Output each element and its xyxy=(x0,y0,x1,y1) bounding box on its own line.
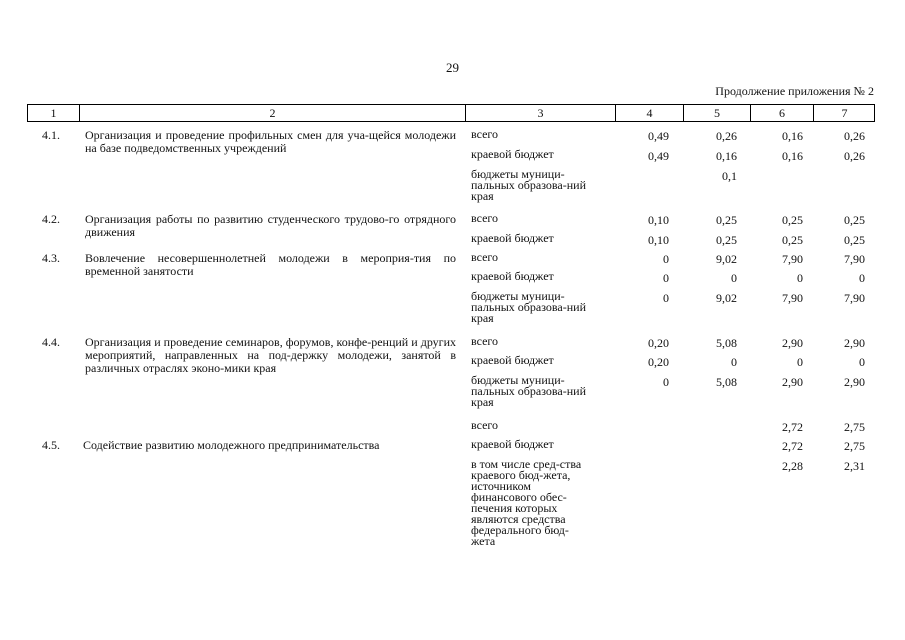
value-col5: 0,25 xyxy=(716,213,737,227)
value-col7: 0,25 xyxy=(844,233,865,247)
header-col-3: 3 xyxy=(537,106,544,120)
value-col5: 9,02 xyxy=(716,252,737,266)
table-header xyxy=(27,104,875,122)
value-col4: 0,10 xyxy=(648,233,669,247)
value-col7: 0,25 xyxy=(844,213,865,227)
value-col4: 0 xyxy=(663,252,669,266)
value-col6: 7,90 xyxy=(782,291,803,305)
value-col6: 0 xyxy=(797,271,803,285)
value-col6: 0,25 xyxy=(782,233,803,247)
page-number: 29 xyxy=(446,60,459,75)
source-label: бюджеты муници-пальных образова-ний края xyxy=(471,373,586,409)
source-label: всего xyxy=(471,250,499,264)
source-label: краевой бюджет xyxy=(471,353,554,367)
value-col7: 2,75 xyxy=(844,439,865,453)
value-col6: 0 xyxy=(797,355,803,369)
header-col-4: 4 xyxy=(646,106,653,120)
row-id: 4.5. xyxy=(42,438,60,452)
value-col7: 0 xyxy=(859,355,865,369)
value-col4: 0,49 xyxy=(648,129,669,143)
value-col6: 7,90 xyxy=(782,252,803,266)
source-label: бюджеты муници-пальных образова-ний края xyxy=(471,289,586,325)
value-col6: 0,25 xyxy=(782,213,803,227)
source-label: всего xyxy=(471,418,499,432)
value-col7: 7,90 xyxy=(844,252,865,266)
value-col4: 0,10 xyxy=(648,213,669,227)
value-col5: 0 xyxy=(731,355,737,369)
value-col6: 2,90 xyxy=(782,336,803,350)
value-col4: 0,20 xyxy=(648,336,669,350)
value-col6: 0,16 xyxy=(782,129,803,143)
value-col5: 0,25 xyxy=(716,233,737,247)
source-label: краевой бюджет xyxy=(471,147,554,161)
header-col-7: 7 xyxy=(841,106,848,120)
value-col5: 0 xyxy=(731,271,737,285)
value-col5: 5,08 xyxy=(716,336,737,350)
value-col7: 2,90 xyxy=(844,336,865,350)
value-col5: 0,26 xyxy=(716,129,737,143)
source-label: краевой бюджет xyxy=(471,269,554,283)
header-col-6: 6 xyxy=(779,106,785,120)
row-id: 4.1. xyxy=(42,128,60,142)
value-col6: 2,28 xyxy=(782,459,803,473)
row-description: Организация и проведение профильных смен для уча-щейся молодежи на базе подведомственных учреждений xyxy=(85,128,456,155)
row-description: Вовлечение несовершеннолетней молодежи в мероприя-тия по временной занятости xyxy=(85,251,456,278)
row-description: Организация и проведение семинаров, форумов, конфе-ренций и других мероприятий, направленных на под-держку молодежи, занятой в различных отраслях эконо-мики края xyxy=(85,335,456,375)
value-col6: 0,16 xyxy=(782,149,803,163)
value-col7: 2,75 xyxy=(844,420,865,434)
value-col5: 5,08 xyxy=(716,375,737,389)
value-col7: 0,26 xyxy=(844,129,865,143)
value-col4: 0 xyxy=(663,271,669,285)
row-description: Организация работы по развитию студенческого трудово-го отрядного движения xyxy=(85,212,456,239)
header-col-2: 2 xyxy=(269,106,276,120)
value-col7: 2,90 xyxy=(844,375,865,389)
value-col5: 9,02 xyxy=(716,291,737,305)
value-col4: 0 xyxy=(663,291,669,305)
row-id: 4.2. xyxy=(42,212,60,226)
source-label: краевой бюджет xyxy=(471,437,554,451)
value-col7: 2,31 xyxy=(844,459,865,473)
value-col4: 0,49 xyxy=(648,149,669,163)
row-description: Содействие развитию молодежного предпринимательства xyxy=(83,438,380,452)
source-label: в том числе сред-ства краевого бюд-жета, источником финансового обес-печения которых являются средства федерального бюд-жета xyxy=(471,457,582,548)
value-col5: 0,16 xyxy=(716,149,737,163)
source-label: краевой бюджет xyxy=(471,231,554,245)
value-col4: 0 xyxy=(663,375,669,389)
source-label: всего xyxy=(471,211,499,225)
value-col5: 0,1 xyxy=(722,169,737,183)
header-col-1: 1 xyxy=(50,106,57,120)
value-col7: 0,26 xyxy=(844,149,865,163)
header-col-5: 5 xyxy=(714,106,720,120)
source-label: всего xyxy=(471,334,499,348)
value-col6: 2,90 xyxy=(782,375,803,389)
continuation-label: Продолжение приложения № 2 xyxy=(715,84,874,98)
row-id: 4.3. xyxy=(42,251,60,265)
value-col6: 2,72 xyxy=(782,439,803,453)
value-col7: 7,90 xyxy=(844,291,865,305)
source-label: всего xyxy=(471,127,499,141)
value-col4: 0,20 xyxy=(648,355,669,369)
row-id: 4.4. xyxy=(42,335,60,349)
value-col6: 2,72 xyxy=(782,420,803,434)
value-col7: 0 xyxy=(859,271,865,285)
source-label: бюджеты муници-пальных образова-ний края xyxy=(471,167,586,203)
